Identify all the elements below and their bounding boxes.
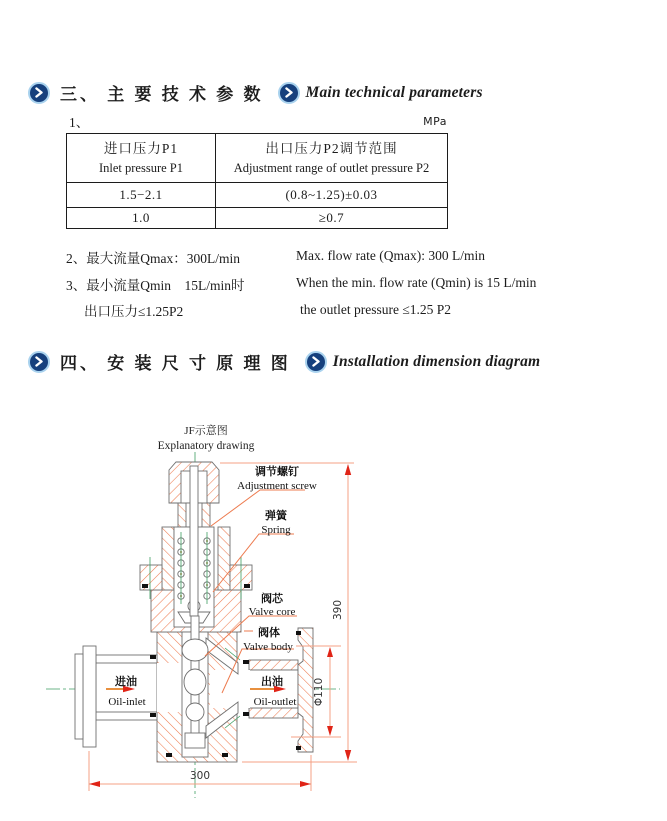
- header-inlet-en: Inlet pressure P1: [98, 161, 183, 176]
- chevron-right-icon: [305, 351, 327, 373]
- item2-en: Max. flow rate (Qmax): 300 L/min: [296, 248, 485, 263]
- cell-p2-row1: (0.8~1.25)±0.03: [216, 183, 448, 208]
- chevron-right-icon: [28, 82, 50, 104]
- unit-mpa: MPa: [423, 115, 447, 128]
- section4-title-zh: 四、 安 装 尺 寸 原 理 图: [60, 354, 291, 373]
- outlet-flange: [298, 628, 313, 752]
- header-outlet-zh: 出口压力P2调节范围: [265, 141, 398, 157]
- valve-cross-section-drawing: [30, 405, 400, 815]
- label-oil-inlet-zh: 进油: [115, 676, 137, 688]
- section3-title-en: Main technical parameters: [305, 83, 483, 101]
- section3-title-zh: 三、 主 要 技 术 参 数: [60, 85, 264, 104]
- label-oil-inlet-en: Oil-inlet: [108, 696, 146, 708]
- cell-p1-row1: 1.5−2.1: [67, 183, 216, 208]
- label-adjustment-screw-en: Adjustment screw: [237, 480, 317, 492]
- section4-title-en: Installation dimension diagram: [332, 352, 541, 370]
- cell-p2-row2: ≥0.7: [216, 208, 448, 229]
- table-row: [67, 208, 448, 229]
- section4-heading: [28, 349, 648, 374]
- header-inlet-zh: 进口压力P1: [103, 141, 179, 157]
- drawing-title-zh: JF示意图: [184, 425, 228, 437]
- adjustment-screw-stem: [190, 466, 198, 616]
- chevron-right-icon: [28, 351, 50, 373]
- table-header-inlet: [67, 134, 216, 183]
- label-adjustment-screw-zh: 调节螺钉: [255, 466, 299, 478]
- chevron-right-icon: [278, 82, 300, 104]
- inlet-flange-outer-plate: [75, 654, 83, 739]
- table-row: [67, 183, 448, 208]
- spring-housing-wall-left: [162, 527, 174, 590]
- spring-housing-wall-right: [218, 527, 230, 590]
- outlet-pipe-wall-bottom: [249, 708, 298, 718]
- item3-zh: 3、最小流量Qmin 15L/min时: [66, 278, 245, 293]
- label-oil-outlet-zh: 出油: [261, 676, 283, 688]
- cell-p1-row2: 1.0: [67, 208, 216, 229]
- parameters-table: [66, 133, 448, 229]
- item2-zh: 2、最大流量Qmax：300L/min: [66, 251, 240, 266]
- dimension-390: 390: [332, 599, 344, 621]
- dimension-300: 300: [189, 770, 211, 782]
- outlet-pipe-wall-top: [249, 660, 298, 670]
- item3b-zh: 出口压力≤1.25P2: [84, 304, 184, 319]
- label-valve-core-en: Valve core: [248, 606, 296, 618]
- header-outlet-en: Adjustment range of outlet pressure P2: [233, 161, 430, 176]
- label-valve-core-zh: 阀芯: [261, 593, 283, 605]
- label-oil-outlet-en: Oil-outlet: [253, 696, 297, 708]
- item3-en: When the min. flow rate (Qmin) is 15 L/min: [296, 275, 537, 290]
- item3b-en: the outlet pressure ≤1.25 P2: [300, 302, 452, 317]
- label-spring-zh: 弹簧: [265, 510, 287, 522]
- inlet-flange-plate: [83, 646, 96, 747]
- label-valve-body-zh: 阀体: [258, 627, 280, 639]
- label-spring-en: Spring: [261, 524, 291, 536]
- section3-heading: [28, 80, 648, 105]
- dimension-dia110: Φ110: [313, 677, 325, 707]
- label-valve-body-en: Valve body: [243, 641, 293, 653]
- table-header-outlet: [216, 134, 448, 183]
- list-number-1: 1、: [69, 115, 90, 130]
- drawing-title-en: Explanatory drawing: [157, 440, 255, 452]
